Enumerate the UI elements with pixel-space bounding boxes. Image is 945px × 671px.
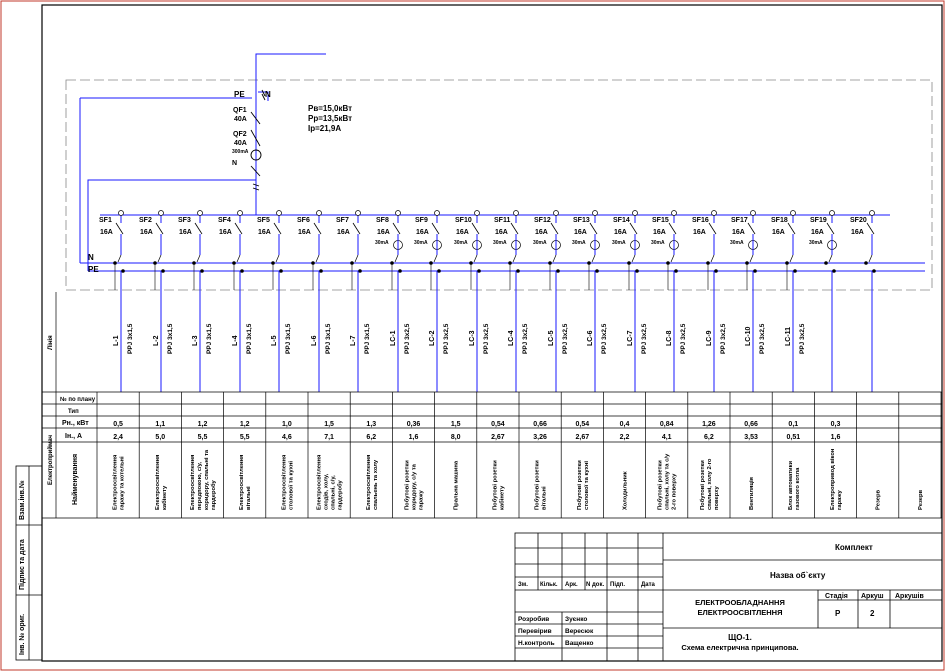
line-cable: PPJ 3x2,5 [799,323,806,354]
breaker-n-tap [671,255,674,262]
qf1-label: QF1 [233,107,247,114]
supply-section [80,54,326,271]
breaker-rcd: 30mA [454,240,468,246]
row-header-plan: № по плану [60,397,96,403]
tb-header-ark: Арк. [565,582,578,588]
breaker-name: SF3 [178,217,191,224]
breaker-n-tap [711,255,714,262]
table-power: 1,0 [282,421,292,428]
breaker-name: SF16 [692,217,709,224]
breaker-n-tap [395,255,398,262]
row-header-power: Рн., кВт [62,420,89,427]
breaker-rating: 16A [377,229,390,236]
tb-header-ndoc: N док. [586,582,605,588]
table-consumer-name: коридору, с/у та [411,464,418,510]
breaker-name: SF13 [573,217,590,224]
breaker-name: SF2 [139,217,152,224]
breaker-terminal [870,211,875,216]
pv-label: Pв=15,0кВт [308,104,353,113]
table-consumer-name: гаражу та котельні [119,456,126,510]
breaker-contact [432,223,439,234]
breaker-name: SF12 [534,217,551,224]
pe-bus-node [200,269,204,273]
breaker-terminal [751,211,756,216]
breaker-contact [748,223,755,234]
breaker-contact [314,223,321,234]
breaker-rating: 16A [574,229,587,236]
pe-bus-node [516,269,520,273]
table-power: 0,54 [491,421,505,428]
table-power: 0,4 [619,421,630,428]
breaker-name: SF10 [455,217,472,224]
n-bus-node [864,261,868,265]
breaker-name: SF4 [218,217,231,224]
table-consumer-name: передпокою, с/у, [197,462,203,510]
tb-header-kilk: Кільк. [540,582,558,588]
breaker-contact [472,223,479,234]
line-cable: PPJ 3x2,5 [443,323,450,354]
breaker-rcd: 30mA [533,240,547,246]
n-bus-node [824,261,828,265]
table-consumer-name: спальень та холу [372,459,379,510]
breaker-name: SF9 [415,217,428,224]
breaker-contact [235,223,242,234]
breaker-n-tap [355,255,358,262]
line-id: L-6 [311,335,318,346]
table-consumer-name: Пральна машина [453,460,460,510]
table-consumer-name: кабінету [499,485,506,510]
bus-n-label: N [88,253,94,262]
breaker-terminal [317,211,322,216]
table-current: 8,0 [450,434,461,441]
breaker-contact [195,223,202,234]
tb-header-izm: Зм. [518,582,528,588]
table-power: 1,2 [239,421,250,428]
line-cable: PPJ 3x1,5 [285,323,292,354]
tb-role-check: Перевірив [518,628,552,635]
breaker-terminal [435,211,440,216]
breaker-rating: 16A [653,229,666,236]
breaker-terminal [712,211,717,216]
tb-header-pidp: Підп. [610,582,626,588]
pe-bus-node [635,269,639,273]
breaker-n-tap [790,255,793,262]
line-cable: PPJ 3x2,5 [601,323,608,354]
breaker-contact [867,223,874,234]
table-current: 5,0 [155,434,166,441]
table-current: 4,1 [661,434,672,441]
table-consumer-name: Електроосвітлення [154,454,161,510]
breaker-rcd: 30mA [612,240,626,246]
table-consumer-name: коридору, спальні та [204,449,210,510]
qf2-rcd: 300mA [232,149,249,155]
line-id: L-3 [192,335,199,346]
line-id: LC-1 [390,330,397,346]
table-power: 1,26 [702,421,716,428]
line-cable: PPJ 3x2,5 [680,323,687,354]
breaker-rating: 16A [851,229,864,236]
breaker-contact [827,223,834,234]
qf2-rating: 40A [234,140,247,147]
supply-protection [251,90,265,190]
breaker-rating: 16A [772,229,785,236]
breaker-n-tap [829,255,832,262]
breaker-n-tap [553,255,556,262]
table-consumer-name: кабінету [161,485,168,510]
pe-bus-node [477,269,481,273]
breaker-rating: 16A [140,229,153,236]
ip-label: Iр=21,9А [308,124,342,133]
breaker-terminal [396,211,401,216]
table-power: 1,5 [450,421,461,428]
table-consumer-name: Холодильник [622,471,629,510]
tb-complex: Комплект [835,543,873,552]
side-label-sign: Підпис та дата [19,539,26,590]
line-id: LC-5 [548,330,555,346]
breaker-n-tap [513,255,516,262]
table-current: 3,53 [744,434,758,441]
table-power: 0,3 [830,421,841,428]
breaker-name: SF8 [376,217,389,224]
breaker-terminal [593,211,598,216]
line-id: L-5 [271,335,278,346]
line-id: L-2 [153,335,160,346]
tb-drawing-title: Схема електрична принципова. [681,643,799,652]
pe-bus-node [832,269,836,273]
table-columns [113,392,941,518]
table-consumer-name: спальні, холу та с/у [664,453,671,510]
table-consumer-name: Резерв [875,489,882,510]
line-id: L-4 [232,335,239,346]
breaker-name: SF7 [336,217,349,224]
breaker-name: SF17 [731,217,748,224]
breaker-rating: 16A [337,229,350,236]
pe-bus-node [121,269,125,273]
breaker-rcd: 30mA [572,240,586,246]
side-label-replace: Взам.інв.№ [19,480,26,520]
breaker-n-tap [750,255,753,262]
table-consumer-name: Блок автоматики [787,460,794,510]
breaker-terminal [119,211,124,216]
table-consumer-name: 2-го поверху [671,473,678,510]
pe-bus-node [714,269,718,273]
tb-sheet-label: Аркуш [861,593,884,600]
breaker-n-tap [316,255,319,262]
breaker-contact [709,223,716,234]
table-current: 2,67 [491,434,505,441]
line-id: LC-4 [508,330,515,346]
breaker-rating: 16A [298,229,311,236]
pe-bus-node [872,269,876,273]
line-cable: PPJ 3x1,5 [206,323,213,354]
table-power: 1,5 [324,421,334,428]
breaker-rcd: 30mA [414,240,428,246]
table-consumer-name: Електроосвітлення [190,454,196,510]
table-consumer-name: поверху [713,486,720,510]
breaker-contact [630,223,637,234]
breaker-n-tap [276,255,279,262]
breaker-rcd: 30mA [651,240,665,246]
table-power: 0,5 [113,421,123,428]
breaker-contact [590,223,597,234]
pe-bus-node [793,269,797,273]
pe-bus-node [437,269,441,273]
breaker-name: SF20 [850,217,867,224]
table-consumer-name: Побутові розетки [492,460,499,510]
line-cable: PPJ 3x2,5 [522,323,529,354]
row-header-current: Ін., А [65,433,83,440]
table-consumer-name: Електропривод вікон [830,448,836,510]
table-consumer-name: Побутові розетки [404,460,411,510]
table-consumer-name: столової та кухні [288,460,295,510]
line-cable: PPJ 3x2,5 [404,323,411,354]
breaker-terminal [672,211,677,216]
n-label: N [265,90,271,99]
breaker-contact [511,223,518,234]
outgoing-lines-group [113,263,872,392]
tb-role-dev: Розробив [518,616,550,623]
table-power: 0,66 [744,421,758,428]
table-consumer-name: вітальні [246,486,253,510]
consumer-section-label: Електроприймач [48,434,54,485]
table-consumer-name: Вентиляція [749,477,756,510]
breaker-contact [353,223,360,234]
table-consumer-name: Електроосвітлення [239,454,246,510]
tb-sheets-label: Аркушів [895,593,924,600]
table-power: 1,1 [155,421,166,428]
table-current: 5,5 [197,434,208,441]
line-cable: PPJ 3x2,5 [720,323,727,354]
tb-role-norm: Н.контроль [518,640,555,647]
breaker-contact [116,223,123,234]
line-cable: PPJ 3x1,5 [167,323,174,354]
pe-bus-node [240,269,244,273]
line-cable: PPJ 3x2,5 [759,323,766,354]
line-id: LC-3 [469,330,476,346]
table-current: 6,2 [366,434,377,441]
pe-bus-node [319,269,323,273]
breaker-name: SF14 [613,217,630,224]
board-enclosure [66,80,932,290]
tb-section-2: ЕЛЕКТРООСВІТЛЕННЯ [697,608,783,617]
tb-sheet: 2 [870,609,875,618]
qf2-label: QF2 [233,131,247,138]
breaker-rating: 16A [456,229,469,236]
breaker-contact [788,223,795,234]
breaker-terminal [475,211,480,216]
breaker-n-tap [632,255,635,262]
line-id: LC-9 [706,330,713,346]
breaker-terminal [514,211,519,216]
table-consumer-name: спальні, холу 2-го [706,458,713,510]
pe-bus-node [556,269,560,273]
table-consumer-name: спальні, с/у, [330,475,337,510]
breaker-n-tap [237,255,240,262]
table-consumer-name: Електроосвітлення [316,454,323,510]
line-id: LC-11 [785,326,792,346]
breaker-rcd: 30mA [493,240,507,246]
breaker-rating: 16A [693,229,706,236]
table-power: 0,1 [788,421,799,428]
table-current: 6,2 [704,434,714,441]
table-current: 1,6 [830,434,841,441]
table-current: 4,6 [282,434,292,441]
table-consumer-name: гаражу [837,490,843,510]
tb-stage-label: Стадія [825,593,848,600]
table-power: 1,2 [197,421,208,428]
table-consumer-name: Електроосвітлення [365,454,372,510]
tb-name-dev: Зуєнко [565,616,588,623]
line-id: LC-10 [745,326,752,346]
breaker-name: SF15 [652,217,669,224]
table-consumer-name: газового котла [794,467,801,510]
breaker-rating: 16A [732,229,745,236]
tb-name-norm: Ващенко [565,640,594,647]
pe-bus-node [279,269,283,273]
table-power: 0,54 [575,421,590,428]
line-id: L-1 [113,335,120,346]
table-consumer-name: Побутові розетки [534,460,541,510]
breaker-terminal [554,211,559,216]
line-cable: PPJ 3x2,5 [483,323,490,354]
table-power: 0,66 [533,421,547,428]
breaker-name: SF6 [297,217,310,224]
breaker-rating: 16A [100,229,113,236]
breaker-terminal [633,211,638,216]
breaker-n-tap [869,255,872,262]
breaker-contact [669,223,676,234]
pe-bus-node [161,269,165,273]
tb-drawing: ЩО-1. [728,633,752,642]
n-lower-label: N [232,160,238,167]
table-consumer-name: гардеробу [211,480,217,510]
breaker-rating: 16A [258,229,271,236]
table-consumer-name: Резерв [917,489,924,510]
breaker-name: SF1 [99,217,112,224]
table-power: 1,3 [366,421,377,428]
line-id: LC-2 [429,330,436,346]
pe-bus-node [358,269,362,273]
pe-bus-node [398,269,402,273]
breaker-n-tap [434,255,437,262]
table-current: 5,5 [239,434,250,441]
line-id: LC-6 [587,330,594,346]
line-id: LC-7 [627,330,634,346]
breaker-terminal [198,211,203,216]
breaker-n-tap [474,255,477,262]
pe-bus-node [753,269,757,273]
breaker-rating: 16A [535,229,548,236]
pe-label: PE [234,90,245,99]
table-current: 2,2 [619,434,630,441]
line-cable: PPJ 3x1,5 [325,323,332,354]
breaker-rcd: 30mA [809,240,823,246]
line-cable: PPJ 3x2,5 [641,323,648,354]
table-current: 1,6 [408,434,419,441]
breaker-terminal [238,211,243,216]
breaker-rating: 16A [495,229,508,236]
line-id: L-7 [350,335,357,346]
breaker-contact [393,223,400,234]
breaker-rating: 16A [614,229,627,236]
breaker-rating: 16A [811,229,824,236]
tb-section-1: ЕЛЕКТРООБЛАДНАННЯ [695,598,785,607]
breaker-rcd: 30mA [375,240,389,246]
breaker-contact [274,223,281,234]
table-current: 7,1 [324,434,334,441]
breaker-terminal [277,211,282,216]
table-current: 0,51 [786,434,801,441]
table-current: 2,67 [575,434,590,441]
table-power: 0,84 [659,421,674,428]
table-consumer-name: Електроосвітлення [281,454,288,510]
breaker-n-tap [592,255,595,262]
breaker-n-tap [118,255,121,262]
table-consumer-name: вітальні [541,486,548,510]
table-consumer-name: сходів, холу, [323,473,330,510]
breaker-rating: 16A [179,229,192,236]
breaker-contact [551,223,558,234]
tb-name-check: Вересюк [565,628,594,635]
bus-pe-label: PE [88,265,99,274]
breaker-name: SF18 [771,217,788,224]
breaker-terminal [159,211,164,216]
breaker-terminal [830,211,835,216]
breaker-name: SF11 [494,217,511,224]
tb-object: Назва об`єкту [770,571,826,580]
qf1-rating: 40A [234,116,247,123]
side-label-inv: Інв. № ориг. [19,613,26,655]
lines-section-label: Лінія [48,335,54,350]
table-consumer-name: столової та кухні [583,460,590,510]
breaker-n-tap [158,255,161,262]
pe-bus-node [595,269,599,273]
row-header-name: Найменування [72,453,79,505]
table-current: 3,26 [533,434,547,441]
line-id: LC-8 [666,330,673,346]
table-consumer-name: Побутові розетки [657,460,664,510]
breaker-contact [156,223,163,234]
pp-label: Pр=13,5кВт [308,114,353,123]
tb-header-data: Дата [641,582,655,588]
breaker-rcd: 30mA [730,240,744,246]
line-cable: PPJ 3x1,5 [246,323,253,354]
table-power: 0,36 [406,421,421,428]
breaker-rating: 16A [219,229,232,236]
breaker-name: SF5 [257,217,270,224]
table-consumer-name: гаражу [418,490,425,510]
breaker-rating: 16A [416,229,429,236]
table-current: 2,4 [113,434,123,441]
drawing-frame [42,5,942,661]
breaker-terminal [356,211,361,216]
table-consumer-name: Побутові розетки [576,460,583,510]
pe-bus-node [674,269,678,273]
breaker-n-tap [197,255,200,262]
line-cable: PPJ 3x1,5 [127,323,134,354]
line-cable: PPJ 3x1,5 [364,323,371,354]
table-consumer-name: гардеробу [337,480,344,510]
breaker-terminal [791,211,796,216]
line-cable: PPJ 3x2,5 [562,323,569,354]
table-consumer-name: Побутові розетки [699,460,706,510]
breaker-name: SF19 [810,217,827,224]
table-consumer-name: Електроосвітлення [112,454,119,510]
tb-stage: Р [835,609,841,618]
row-header-type: Тип [68,409,79,415]
